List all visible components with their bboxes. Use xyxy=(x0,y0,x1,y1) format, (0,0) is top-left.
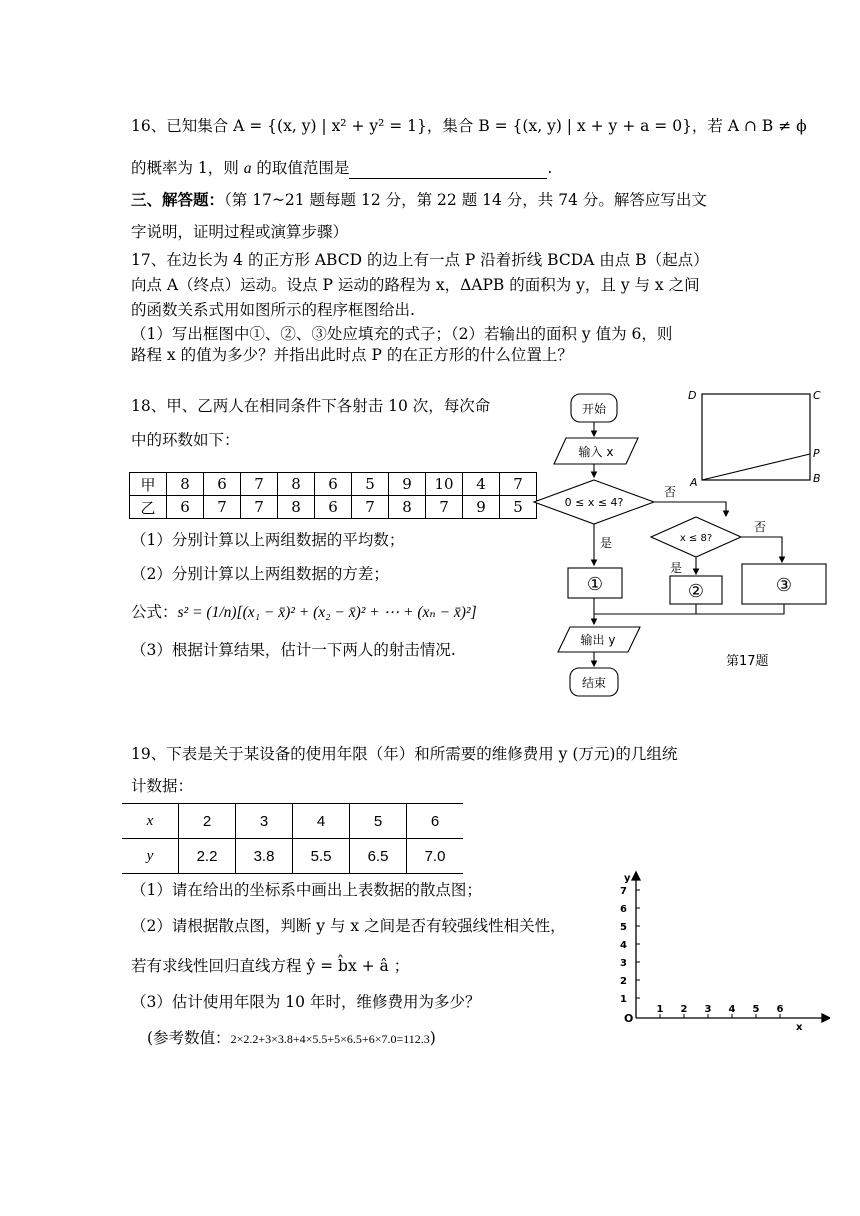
q19-line1: 19、下表是关于某设备的使用年限（年）和所需要的维修费用 y (万元)的几组统 xyxy=(131,745,678,763)
table-cell: 9 xyxy=(389,473,426,496)
yes1-label: 是 xyxy=(600,536,613,550)
y-axis-label: y xyxy=(624,873,631,884)
label-d: D xyxy=(688,389,697,402)
q16-line2 xyxy=(131,158,552,179)
y-tick-label: 4 xyxy=(620,940,627,951)
q19-part1: （1）请在给出的坐标系中画出上表数据的散点图； xyxy=(131,881,482,899)
table-cell: 3 xyxy=(236,804,293,839)
x-tick-label: 2 xyxy=(680,1004,688,1015)
table-cell: 7 xyxy=(500,473,537,496)
coordinate-axes xyxy=(610,868,830,1038)
yes2-label: 是 xyxy=(670,561,683,575)
shooting-table xyxy=(129,472,537,519)
q16-line1: 16、已知集合 A = {(x, y) | x² + y² = 1}，集合 B = {(x, y) | x + y + a = 0}，若 A ∩ B ≠ ϕ xyxy=(131,117,807,135)
q17-line5: 路程 x 的值为多少？并指出此时点 P 的在正方形的什么位置上？ xyxy=(131,346,573,364)
maintenance-table xyxy=(122,803,463,874)
q18-formula xyxy=(131,602,477,623)
q16-end: . xyxy=(547,159,553,177)
ref-value: 2×2.2+3×3.8+4×5.5+5×6.5+6×7.0=112.3 xyxy=(230,1032,430,1046)
section-header xyxy=(131,190,707,210)
y-tick-label: 1 xyxy=(620,994,627,1005)
x-tick-label: 3 xyxy=(704,1004,712,1015)
table-cell: 8 xyxy=(389,496,426,519)
table-cell: 6 xyxy=(167,496,204,519)
input-label: 输入 x xyxy=(578,445,614,459)
box2-label: ② xyxy=(687,581,705,602)
q19-part2: （2）请根据散点图，判断 y 与 x 之间是否有较强线性相关性， xyxy=(131,917,566,935)
ref-label: (参考数值： xyxy=(147,1029,231,1047)
table-row-y xyxy=(122,839,463,874)
y-tick-label: 6 xyxy=(620,904,627,915)
section-desc-2: 字说明，证明过程或演算步骤） xyxy=(131,223,349,241)
q16-answer-blank[interactable] xyxy=(349,162,547,179)
output-label: 输出 y xyxy=(580,633,616,647)
q16-text-a: 的概率为 1，则 xyxy=(131,159,244,177)
q19-reference xyxy=(147,1028,436,1049)
x-tick-label: 4 xyxy=(728,1004,736,1015)
row-name: 乙 xyxy=(130,496,167,519)
q18-part1: （1）分别计算以上两组数据的平均数； xyxy=(131,531,405,549)
q16-text-b: 的取值范围是 xyxy=(251,159,350,177)
q17-line3: 的函数关系式用如图所示的程序框图给出. xyxy=(131,301,415,319)
label-c: C xyxy=(813,389,821,402)
label-p: P xyxy=(813,447,820,460)
table-cell: 2 xyxy=(179,804,236,839)
table-cell: 5.5 xyxy=(293,839,350,874)
flowchart xyxy=(530,384,830,704)
table-cell: 7 xyxy=(241,473,278,496)
table-cell: 6 xyxy=(315,496,352,519)
start-label: 开始 xyxy=(581,402,607,416)
q18-line2: 中的环数如下： xyxy=(131,431,240,449)
box3-label: ③ xyxy=(775,575,793,596)
table-cell: 6.5 xyxy=(350,839,407,874)
origin-label: O xyxy=(624,1012,634,1025)
formula-label: 公式： xyxy=(131,603,178,621)
label-a: A xyxy=(690,476,698,489)
q19-part3: 若有求线性回归直线方程 ŷ = b̂x + â ； xyxy=(131,957,410,975)
table-cell: 8 xyxy=(278,473,315,496)
label-b: B xyxy=(813,472,821,485)
y-tick-label: 5 xyxy=(620,922,627,933)
table-cell: 7 xyxy=(352,496,389,519)
x-tick-label: 6 xyxy=(776,1004,784,1015)
y-tick-label: 7 xyxy=(620,886,627,897)
table-cell: 8 xyxy=(167,473,204,496)
table-cell: 6 xyxy=(204,473,241,496)
x-tick-label: 5 xyxy=(752,1004,760,1015)
x-tick-label: 1 xyxy=(656,1004,664,1015)
q17-line1: 17、在边长为 4 的正方形 ABCD 的边上有一点 P 沿着折线 BCDA 由点 B（起点） xyxy=(131,251,709,269)
end-label: 结束 xyxy=(581,676,607,690)
table-cell: 4 xyxy=(463,473,500,496)
x-axis-arrow xyxy=(822,1014,830,1022)
table-cell: 6 xyxy=(315,473,352,496)
q19-part4: （3）估计使用年限为 10 年时，维修费用为多少？ xyxy=(131,993,481,1011)
y-axis-arrow xyxy=(632,872,640,880)
table-cell: 9 xyxy=(463,496,500,519)
variance-formula: s² = (1/n)[(x₁ − x̄)² + (x₂ − x̄)² + ⋯ + (xₙ − x̄)²] xyxy=(177,604,477,621)
q17-line2: 向点 A（终点）运动。设点 P 运动的路程为 x，ΔAPB 的面积为 y，且 y 与 x 之间 xyxy=(131,276,700,294)
ref-end: ) xyxy=(429,1029,436,1047)
table-cell: 6 xyxy=(407,804,464,839)
section-desc: （第 17~21 题每题 12 分，第 22 题 14 分，共 74 分。解答应写出文 xyxy=(224,191,707,209)
cond1-label: 0 ≤ x ≤ 4? xyxy=(564,496,624,509)
q16-var: a xyxy=(243,160,252,177)
table-row-x xyxy=(122,804,463,839)
table-row-jia xyxy=(130,473,537,496)
table-cell: 3.8 xyxy=(236,839,293,874)
q17-line4: （1）写出框图中①、②、③处应填充的式子；（2）若输出的面积 y 值为 6，则 xyxy=(131,325,673,343)
table-cell: 7 xyxy=(241,496,278,519)
table-cell: 8 xyxy=(278,496,315,519)
no1-label: 否 xyxy=(664,485,677,499)
header-y: y xyxy=(122,839,179,874)
table-row-yi xyxy=(130,496,537,519)
row-name: 甲 xyxy=(130,473,167,496)
q18-part3: （3）根据计算结果，估计一下两人的射击情况. xyxy=(131,641,456,659)
table-cell: 2.2 xyxy=(179,839,236,874)
table-cell: 5 xyxy=(500,496,537,519)
table-cell: 4 xyxy=(293,804,350,839)
no2-label: 否 xyxy=(754,520,767,534)
header-x: x xyxy=(122,804,179,839)
box1-label: ① xyxy=(586,574,604,595)
table-cell: 5 xyxy=(352,473,389,496)
q18-part2: （2）分别计算以上两组数据的方差； xyxy=(131,565,389,583)
cond2-label: x ≤ 8? xyxy=(679,533,713,544)
figure-caption: 第17题 xyxy=(726,654,769,669)
x-axis-label: x xyxy=(796,1022,803,1033)
table-cell: 7.0 xyxy=(407,839,464,874)
q19-line2: 计数据： xyxy=(131,777,194,795)
table-cell: 10 xyxy=(426,473,463,496)
y-tick-label: 2 xyxy=(620,976,627,987)
table-cell: 7 xyxy=(426,496,463,519)
table-cell: 7 xyxy=(204,496,241,519)
q18-line1: 18、甲、乙两人在相同条件下各射击 10 次，每次命 xyxy=(131,397,491,415)
section-title: 三、解答题： xyxy=(131,190,225,209)
table-cell: 5 xyxy=(350,804,407,839)
y-tick-label: 3 xyxy=(620,958,627,969)
